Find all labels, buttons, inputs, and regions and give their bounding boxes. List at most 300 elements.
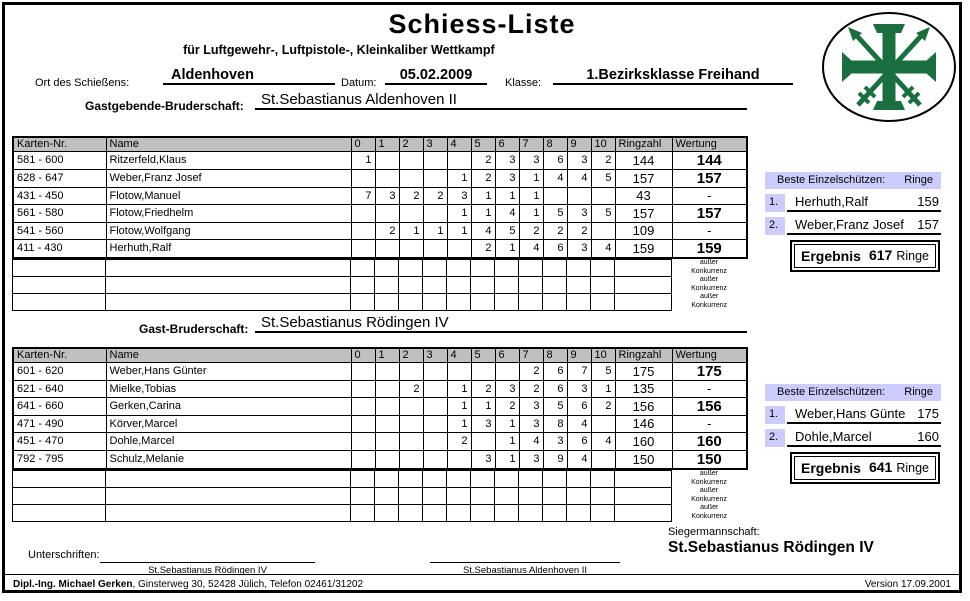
column-header: 8 [543,137,567,151]
cell-hit: 2 [567,222,591,239]
empty-cell [447,259,471,276]
cell-wertung: 175 [672,362,747,380]
cell-name: Körver,Marcel [106,415,351,432]
header-row [13,348,747,362]
cell-hit: 2 [519,362,543,380]
datum-label: Datum: [341,77,377,89]
cell-hit: 3 [495,151,519,169]
cell-hit: 4 [543,169,567,187]
ausser-konkurrenz-note: außer Konkurrenz [691,470,727,486]
empty-cell [375,504,399,521]
cell-wertung: - [672,222,747,239]
empty-cell [106,259,351,276]
empty-cell [13,487,106,504]
cell-ringzahl: 109 [615,222,672,239]
empty-cell [399,504,423,521]
column-header: 2 [399,348,423,362]
cell-hit: 1 [399,222,423,239]
cell-hit [399,151,423,169]
cell-hit [351,222,375,239]
signature-line-host: St.Sebastianus Aldenhoven II [430,562,620,576]
cell-name: Schulz,Melanie [106,450,351,469]
cell-hit [375,239,399,258]
empty-cell [423,504,447,521]
empty-cell [591,504,615,521]
shooter-row [13,169,747,187]
rank-badge: 2. [765,217,785,235]
empty-cell [495,470,519,487]
cell-hit: 3 [519,415,543,432]
cell-hit: 6 [543,380,567,397]
cell-hit: 3 [471,415,495,432]
empty-cell [13,276,106,293]
cell-ringzahl: 146 [615,415,672,432]
column-header: 2 [399,137,423,151]
cell-hit: 1 [471,187,495,204]
cell-hit: 1 [519,169,543,187]
cell-hit: 3 [519,151,543,169]
best-shooter-name: Herhuth,Ralf [795,194,868,209]
empty-cell [375,293,399,310]
empty-cell [495,293,519,310]
best-shooter-entry [765,217,941,235]
signatures-label: Unterschriften: [28,549,100,561]
cell-hit [447,239,471,258]
cell-hit: 1 [519,204,543,222]
ringe-column-label: Ringe [904,174,933,186]
cell-hit [351,432,375,450]
best-shooter-ringe: 157 [917,217,939,232]
column-header: 0 [351,348,375,362]
column-header: 8 [543,348,567,362]
empty-cell [106,276,351,293]
cell-ringzahl: 135 [615,380,672,397]
cell-wertung: 150 [672,450,747,469]
empty-cell [351,259,375,276]
ausser-konkurrenz-note: außer Konkurrenz [691,276,727,292]
cell-ringzahl: 157 [615,204,672,222]
cell-hit: 1 [447,380,471,397]
cell-ringzahl: 144 [615,151,672,169]
cell-hit: 5 [591,169,615,187]
ergebnis-unit: Ringe [896,249,929,263]
guest-score-table [12,347,748,522]
cell-hit: 7 [567,362,591,380]
klasse-label: Klasse: [505,77,542,89]
best-shooters-header [765,384,941,401]
footer-author [13,579,363,590]
cell-hit [399,169,423,187]
best-shooter-ringe: 160 [917,429,939,444]
cell-hit [351,415,375,432]
cell-hit: 2 [399,380,423,397]
cell-hit: 6 [543,239,567,258]
rank-badge: 1. [765,406,785,424]
cell-hit [447,362,471,380]
empty-cell [471,470,495,487]
cell-hit: 2 [591,151,615,169]
empty-cell [423,276,447,293]
column-header: Name [106,348,351,362]
cell-hit [399,239,423,258]
cell-hit: 1 [447,397,471,415]
cell-hit [399,415,423,432]
cell-hit [375,415,399,432]
cell-hit: 1 [471,204,495,222]
cell-hit: 5 [543,204,567,222]
ringe-column-label: Ringe [904,386,933,398]
cell-hit [591,222,615,239]
best-shooter-name: Dohle,Marcel [795,429,872,444]
cell-hit [423,397,447,415]
best-shooter-name: Weber,Franz Josef [795,217,904,232]
best-shooter-ringe: 159 [917,194,939,209]
column-header: 5 [471,348,495,362]
cell-hit [471,362,495,380]
cell-hit: 6 [567,432,591,450]
footer-author-address: , Ginsterweg 30, 52428 Jülich, Telefon 02461/31202 [132,579,364,590]
empty-cell [399,470,423,487]
empty-cell [471,259,495,276]
ergebnis-unit: Ringe [896,461,929,475]
empty-cell [615,259,672,276]
cell-kartennr: 431 - 450 [13,187,106,204]
ort-label: Ort des Schießens: [35,77,130,89]
cell-wertung: 144 [672,151,747,169]
brotherhood-logo [818,10,960,124]
shooter-row [13,222,747,239]
best-shooters-host-panel [765,172,941,235]
column-header: 10 [591,348,615,362]
cell-hit: 6 [543,151,567,169]
cell-hit [591,187,615,204]
best-shooter-ringe: 175 [917,406,939,421]
signature-line-guest: St.Sebastianus Rödingen IV [100,562,315,576]
empty-cell [519,293,543,310]
cell-ringzahl: 156 [615,397,672,415]
empty-cell [543,504,567,521]
cell-name: Herhuth,Ralf [106,239,351,258]
cell-hit [351,239,375,258]
cell-hit: 3 [495,169,519,187]
cell-hit: 3 [567,151,591,169]
cell-hit: 2 [399,187,423,204]
empty-cell [543,293,567,310]
ausser-konkurrenz-note: außer Konkurrenz [691,487,727,503]
cell-hit [423,239,447,258]
cell-kartennr: 541 - 560 [13,222,106,239]
cell-hit [351,362,375,380]
cell-hit [423,204,447,222]
footer-author-name: Dipl.-Ing. Michael Gerken [13,579,133,590]
cell-ringzahl: 175 [615,362,672,380]
cell-hit [375,151,399,169]
empty-cell [471,293,495,310]
cell-kartennr: 411 - 430 [13,239,106,258]
cell-wertung: 159 [672,239,747,258]
host-team-field[interactable]: St.Sebastianus Aldenhoven II [255,91,747,110]
best-shooters-header [765,172,941,189]
cell-hit: 4 [567,450,591,469]
column-header: 3 [423,137,447,151]
column-header: Ringzahl [615,137,672,151]
cell-hit: 5 [495,222,519,239]
footer-version: Version 17.09.2001 [864,579,951,590]
column-header: 9 [567,348,591,362]
column-header: 0 [351,137,375,151]
cell-wertung: - [672,380,747,397]
empty-cell [591,487,615,504]
ausser-konkurrenz-note: außer Konkurrenz [691,293,728,309]
cell-name: Ritzerfeld,Klaus [106,151,351,169]
empty-cell [519,487,543,504]
cell-hit: 2 [471,169,495,187]
empty-cell [615,470,672,487]
empty-cell [399,276,423,293]
column-header: 4 [447,137,471,151]
empty-cell [591,259,615,276]
empty-cell [567,504,591,521]
cell-hit [423,169,447,187]
cell-hit [351,450,375,469]
cell-hit: 2 [423,187,447,204]
cell-hit: 2 [519,380,543,397]
best-shooter-entry [765,406,941,424]
ergebnis-value: 617 [868,247,893,263]
cell-hit: 1 [447,222,471,239]
empty-cell [13,504,106,521]
cell-hit: 2 [543,222,567,239]
cell-wertung: 157 [672,169,747,187]
cell-hit: 5 [543,397,567,415]
empty-cell [471,276,495,293]
cell-hit [471,432,495,450]
ausser-konkurrenz-note: außer Konkurrenz [691,259,727,275]
empty-cell [423,293,447,310]
ergebnis-label: Ergebnis [801,248,861,264]
cell-hit: 2 [447,432,471,450]
cell-hit [423,151,447,169]
shooter-row [13,204,747,222]
empty-row [13,504,747,521]
empty-cell [591,293,615,310]
empty-cell [106,504,351,521]
cell-hit [543,187,567,204]
cell-hit: 3 [519,450,543,469]
cell-hit [423,415,447,432]
guest-section-label: Gast-Bruderschaft: [139,322,249,336]
cell-hit [375,380,399,397]
cell-hit: 3 [567,380,591,397]
best-shooters-title: Beste Einzelschützen: [777,174,886,186]
empty-cell [447,504,471,521]
cell-kartennr: 601 - 620 [13,362,106,380]
cell-hit: 6 [567,397,591,415]
cell-hit: 3 [495,380,519,397]
cell-hit: 3 [519,397,543,415]
cell-hit [375,432,399,450]
empty-cell [13,259,106,276]
best-shooter-name: Weber,Hans Günte [795,406,906,421]
empty-cell [423,259,447,276]
shooter-row [13,380,747,397]
cell-hit: 3 [567,204,591,222]
empty-row [13,470,747,487]
cell-hit: 3 [543,432,567,450]
empty-cell [495,259,519,276]
cell-hit [375,169,399,187]
column-header: Wertung [672,137,747,151]
host-score-table [12,136,748,311]
cell-hit [399,362,423,380]
cell-name: Gerken,Carina [106,397,351,415]
guest-team-field[interactable]: St.Sebastianus Rödingen IV [255,314,747,333]
cell-hit [423,380,447,397]
page-subtitle: für Luftgewehr-, Luftpistole-, Kleinkaliber Wettkampf [183,43,495,57]
empty-cell [495,276,519,293]
cell-hit: 4 [471,222,495,239]
empty-cell [106,293,351,310]
shooter-row [13,239,747,258]
cell-hit: 4 [591,432,615,450]
cell-hit [375,362,399,380]
column-header: 4 [447,348,471,362]
cell-hit: 4 [495,204,519,222]
datum-value-field[interactable]: 05.02.2009 [385,67,487,85]
empty-cell [519,470,543,487]
empty-cell [567,276,591,293]
klasse-value-field[interactable]: 1.Bezirksklasse Freihand [553,67,793,85]
empty-cell [519,504,543,521]
cell-hit [591,415,615,432]
shooter-row [13,187,747,204]
empty-cell [375,470,399,487]
empty-cell [13,470,106,487]
cell-kartennr: 628 - 647 [13,169,106,187]
cell-hit: 5 [591,204,615,222]
cell-wertung: 157 [672,204,747,222]
empty-cell [471,504,495,521]
cell-hit: 1 [495,187,519,204]
best-shooter-entry [765,429,941,447]
cell-hit: 4 [519,432,543,450]
cell-hit [375,450,399,469]
column-header: Ringzahl [615,348,672,362]
empty-cell [13,293,106,310]
cell-hit: 3 [447,187,471,204]
cell-hit [375,204,399,222]
best-shooters-guest-panel [765,384,941,447]
cell-hit: 1 [495,432,519,450]
ergebnis-value: 641 [868,459,893,475]
header-row [13,137,747,151]
column-header: Name [106,137,351,151]
cell-wertung: - [672,187,747,204]
cell-hit: 1 [495,415,519,432]
empty-cell [423,470,447,487]
cell-kartennr: 792 - 795 [13,450,106,469]
empty-cell [399,293,423,310]
cell-wertung: 160 [672,432,747,450]
winner-team: St.Sebastianus Rödingen IV [668,539,874,556]
cell-hit [399,432,423,450]
empty-cell [591,470,615,487]
cell-hit [399,204,423,222]
empty-cell [495,487,519,504]
host-section-label: Gastgebende-Bruderschaft: [85,99,244,113]
column-header: 7 [519,348,543,362]
cell-hit: 7 [351,187,375,204]
cell-kartennr: 451 - 470 [13,432,106,450]
cell-hit: 1 [591,380,615,397]
cell-hit: 1 [447,169,471,187]
cell-hit [399,397,423,415]
best-shooters-title: Beste Einzelschützen: [777,386,886,398]
cell-hit: 4 [567,415,591,432]
empty-row [13,259,747,276]
column-header: Karten-Nr. [13,348,106,362]
cell-hit [591,450,615,469]
column-header: 10 [591,137,615,151]
column-header: 6 [495,137,519,151]
cell-wertung: - [672,415,747,432]
empty-cell [447,487,471,504]
column-header: 1 [375,348,399,362]
cell-hit: 2 [591,397,615,415]
empty-cell [567,293,591,310]
best-shooter-entry [765,194,941,212]
shooter-row [13,362,747,380]
cell-hit [351,169,375,187]
cell-hit [351,397,375,415]
empty-cell [375,259,399,276]
winner-label: Siegermannschaft: [668,526,760,538]
schiess-liste-sheet [2,2,962,593]
rank-badge: 2. [765,429,785,447]
cell-kartennr: 471 - 490 [13,415,106,432]
cell-kartennr: 581 - 600 [13,151,106,169]
cell-hit: 2 [471,380,495,397]
cell-hit: 3 [471,450,495,469]
column-header: 5 [471,137,495,151]
empty-cell [519,276,543,293]
empty-cell [519,259,543,276]
empty-cell [423,487,447,504]
cell-kartennr: 641 - 660 [13,397,106,415]
cell-name: Mielke,Tobias [106,380,351,397]
empty-cell [447,276,471,293]
cell-hit: 3 [567,239,591,258]
cell-hit: 1 [447,204,471,222]
cell-name: Flotow,Friedhelm [106,204,351,222]
empty-cell [399,259,423,276]
empty-cell [495,504,519,521]
cell-hit: 8 [543,415,567,432]
empty-cell [615,293,672,310]
cell-hit [447,151,471,169]
cell-hit: 1 [447,415,471,432]
cell-hit [423,432,447,450]
empty-cell [375,487,399,504]
ort-value-field[interactable]: Aldenhoven [163,67,335,85]
cell-hit [351,380,375,397]
ergebnis-host-box [790,240,940,272]
empty-cell [399,487,423,504]
empty-cell [615,487,672,504]
empty-cell [567,470,591,487]
empty-cell [447,293,471,310]
empty-cell [351,293,375,310]
